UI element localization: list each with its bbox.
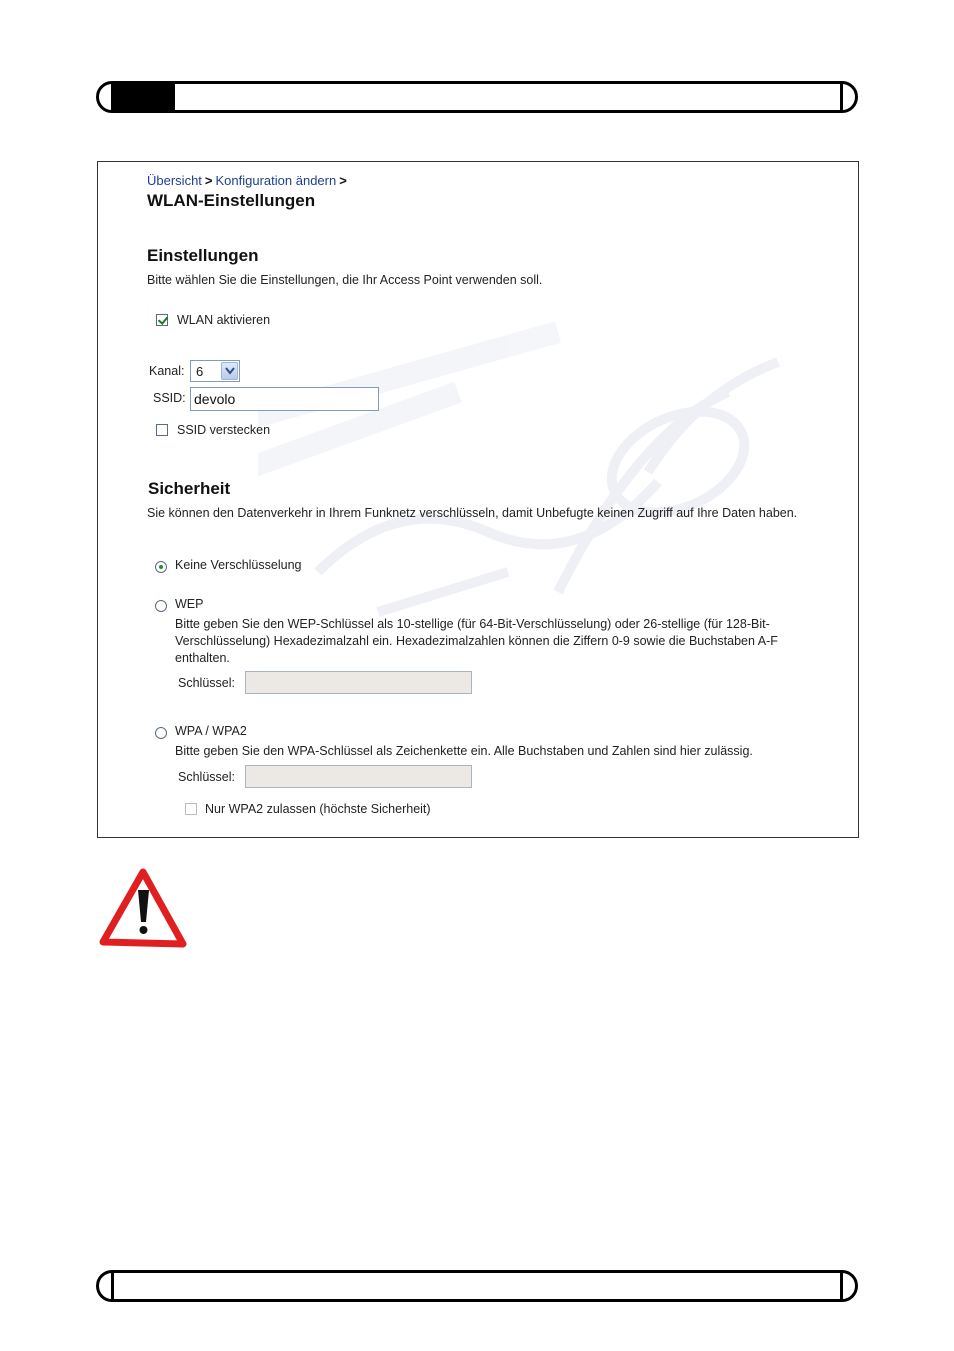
wpa-help-text: Bitte geben Sie den WPA-Schlüssel als Zeichenkette ein. Alle Buchstaben und Zahlen sind hier zulässig. [175,744,753,758]
footer-bar-start [111,1273,114,1299]
ssid-input[interactable] [190,387,379,411]
security-heading: Sicherheit [148,479,231,498]
header-bar-end [840,84,843,110]
channel-select[interactable] [190,360,240,382]
breadcrumb-separator: > [339,173,347,188]
wpa-label: WPA / WPA2 [175,724,247,738]
hide-ssid-checkbox[interactable] [156,424,168,436]
channel-value: 6 [196,364,204,379]
breadcrumb-uebersicht-link[interactable]: Übersicht [147,173,202,188]
settings-heading: Einstellungen [147,246,259,265]
page-header-bar [96,81,858,113]
wep-label: WEP [175,597,204,611]
no-encryption-radio[interactable] [155,561,167,573]
page-title: WLAN-Einstellungen [147,191,316,210]
no-encryption-label: Keine Verschlüsselung [175,558,302,572]
settings-description: Bitte wählen Sie die Einstellungen, die Ihr Access Point verwenden soll. [147,273,543,287]
channel-label: Kanal: [149,364,185,378]
footer-bar-end [840,1273,843,1299]
wep-help-text: Bitte geben Sie den WEP-Schlüssel als 10-stellige (für 64-Bit-Verschlüsselung) oder 26-stellige (für 128-Bit-Verschlüsselung) Hexadezimalzahl ein. Hexadezimalzahlen können die Ziffern 0-9 sowie die Buchstaben A-F enthalten. [175,617,778,665]
devolo-watermark [258,272,859,672]
wpa-radio[interactable] [155,727,167,739]
chapter-marker [111,84,175,110]
page-footer-bar [96,1270,858,1302]
breadcrumb-separator: > [204,173,213,188]
wlan-settings-screenshot [97,161,859,838]
wpa-key-label: Schlüssel: [178,770,235,784]
wlan-enable-checkbox[interactable] [156,314,168,326]
chevron-down-icon[interactable] [221,362,238,380]
wpa2-only-label: Nur WPA2 zulassen (höchste Sicherheit) [205,802,431,816]
wep-radio[interactable] [155,600,167,612]
ssid-label: SSID: [153,391,186,405]
wpa-key-input[interactable] [245,765,472,788]
warning-triangle-icon [97,866,189,950]
hide-ssid-label: SSID verstecken [177,423,271,437]
wpa2-only-checkbox[interactable] [185,803,197,815]
wep-key-label: Schlüssel: [178,676,235,690]
breadcrumb [147,173,350,188]
breadcrumb-konfiguration-link[interactable]: Konfiguration ändern [215,173,337,188]
security-description: Sie können den Datenverkehr in Ihrem Funknetz verschlüsseln, damit Unbefugte keinen Zugriff auf Ihre Daten haben. [147,506,798,520]
wep-key-input[interactable] [245,671,472,694]
wlan-enable-label: WLAN aktivieren [177,313,271,327]
